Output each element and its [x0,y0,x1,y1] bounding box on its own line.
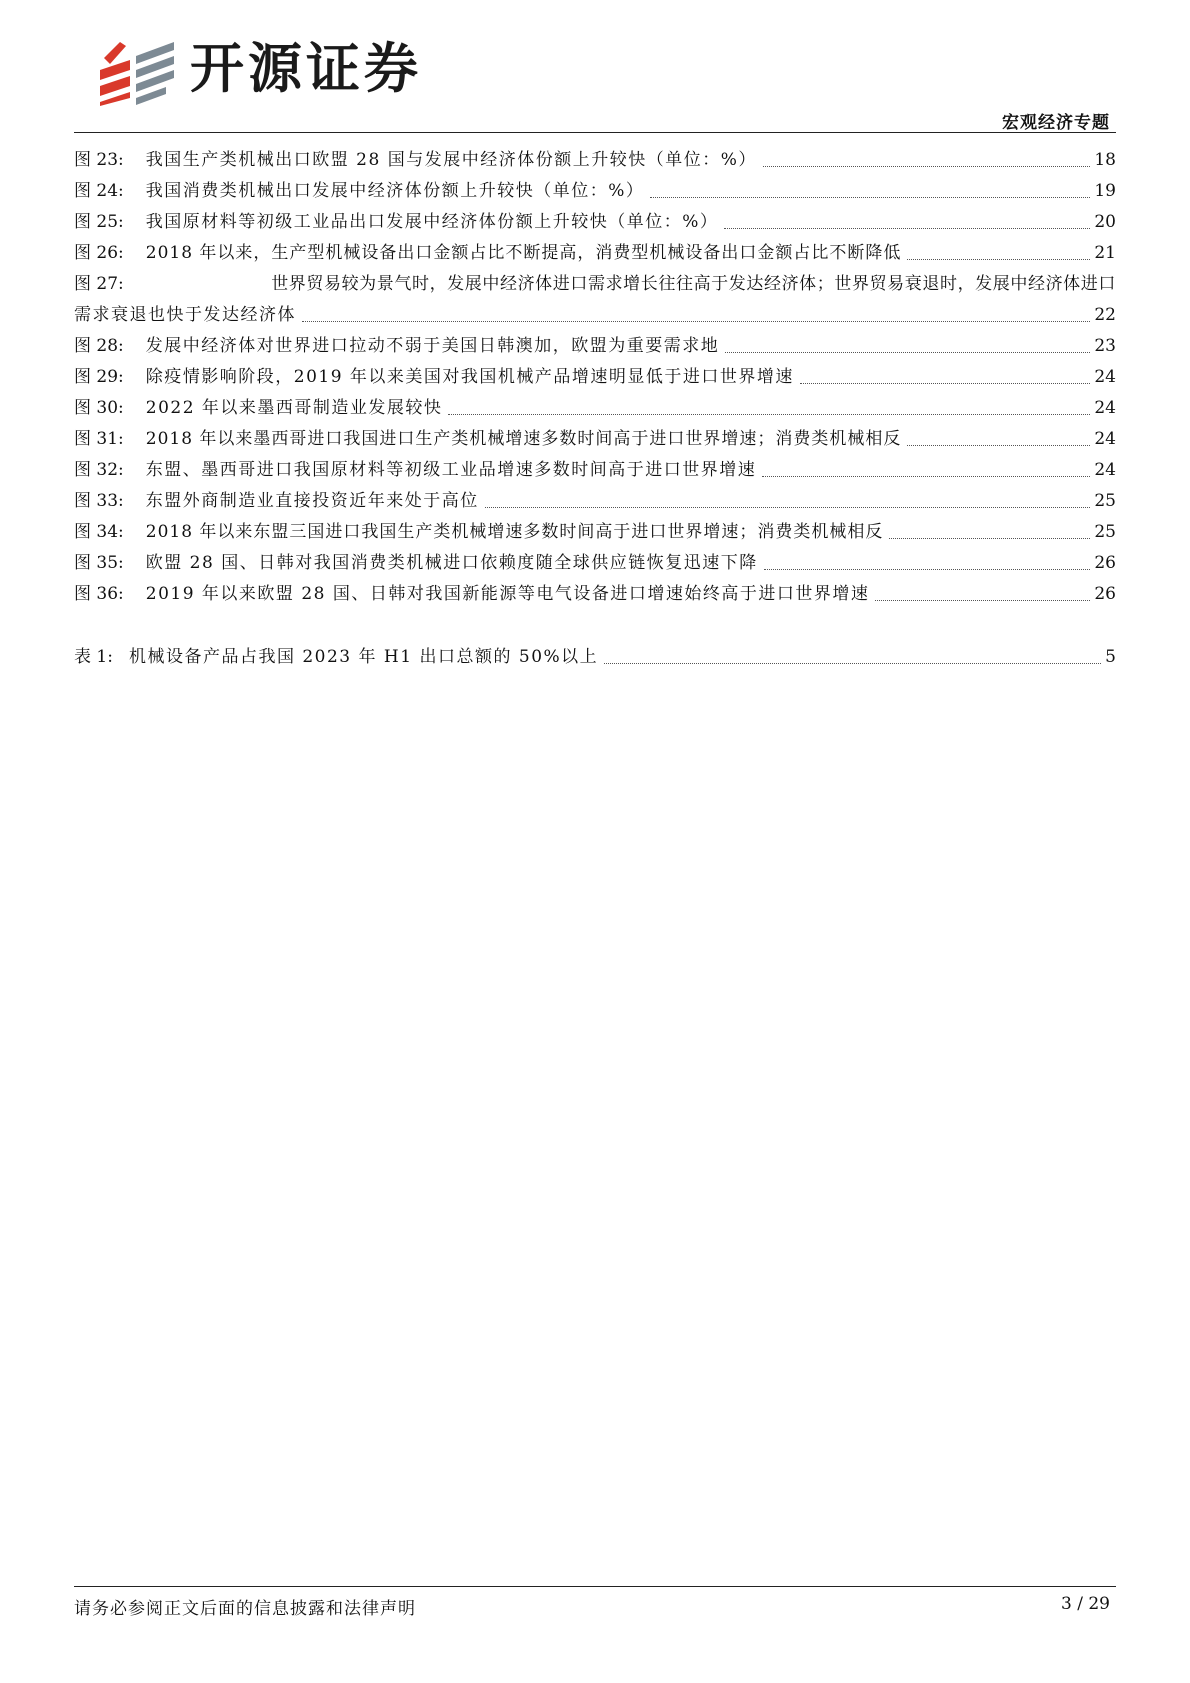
dot-leader [875,600,1090,601]
toc-entry-fig-33[interactable] [74,486,1116,517]
entry-title: 我国生产类机械出口欧盟 28 国与发展中经济体份额上升较快（单位：%） [145,150,757,170]
toc-entry-fig-34[interactable] [74,517,1116,548]
entry-title: 2018 年以来墨西哥进口我国进口生产类机械增速多数时间高于进口世界增速；消费类机械相反 [145,429,902,449]
page-header [0,0,1190,140]
entry-label: 图 26: [74,243,124,263]
toc-entry-table-1[interactable] [74,642,1116,673]
dot-leader [764,569,1091,570]
entry-label: 图 36: [74,584,124,604]
entry-title: 欧盟 28 国、日韩对我国消费类机械进口依赖度随全球供应链恢复迅速下降 [145,553,758,573]
dot-leader [763,166,1091,167]
dot-leader [800,383,1090,384]
entry-page: 26 [1094,584,1116,604]
dot-leader [604,663,1101,664]
entry-page: 19 [1094,181,1116,201]
entry-title: 2022 年以来墨西哥制造业发展较快 [145,398,443,418]
toc-entry-fig-31[interactable] [74,424,1116,455]
toc-entry-fig-24[interactable] [74,176,1116,207]
entry-page: 18 [1094,150,1116,170]
table-list [74,642,1116,673]
entry-label: 图 25: [74,212,124,232]
entry-page: 23 [1094,336,1116,356]
entry-page: 24 [1094,367,1116,387]
toc-entry-fig-26[interactable] [74,238,1116,269]
dot-leader [448,414,1090,415]
entry-page: 24 [1094,398,1116,418]
entry-title: 2018 年以来东盟三国进口我国生产类机械增速多数时间高于进口世界增速；消费类机械相反 [145,522,884,542]
toc-entry-fig-29[interactable] [74,362,1116,393]
entry-title: 东盟、墨西哥进口我国原材料等初级工业品增速多数时间高于进口世界增速 [145,460,757,480]
dot-leader [724,228,1090,229]
entry-title: 我国消费类机械出口发展中经济体份额上升较快（单位：%） [145,181,645,201]
header-divider [74,132,1116,133]
dot-leader [650,197,1090,198]
entry-label: 图 24: [74,181,124,201]
dot-leader [762,476,1090,477]
entry-title: 世界贸易较为景气时，发展中经济体进口需求增长往往高于发达经济体；世界贸易衰退时，发展中经济体进口 [271,274,1116,294]
entry-title: 除疫情影响阶段，2019 年以来美国对我国机械产品增速明显低于进口世界增速 [145,367,794,387]
figure-list [74,145,1116,610]
toc-entry-fig-27[interactable] [74,269,1116,331]
dot-leader [725,352,1090,353]
toc-entry-fig-25[interactable] [74,207,1116,238]
entry-title: 我国原材料等初级工业品出口发展中经济体份额上升较快（单位：%） [145,212,719,232]
entry-label: 表 1: [74,647,113,667]
entry-page: 24 [1094,429,1116,449]
entry-page: 20 [1094,212,1116,232]
dot-leader [907,259,1090,260]
table-of-contents [74,145,1116,673]
entry-label: 图 30: [74,398,124,418]
entry-page: 24 [1094,460,1116,480]
dot-leader [485,507,1091,508]
entry-label: 图 28: [74,336,124,356]
toc-entry-fig-32[interactable] [74,455,1116,486]
toc-entry-fig-35[interactable] [74,548,1116,579]
entry-label: 图 33: [74,491,124,511]
entry-label: 图 32: [74,460,124,480]
toc-entry-fig-36[interactable] [74,579,1116,610]
footer-divider [74,1586,1116,1587]
kaiyuan-logo-icon [96,36,180,108]
logo-text: 开源证券 [190,37,422,100]
entry-label: 图 29: [74,367,124,387]
entry-title-continued: 需求衰退也快于发达经济体 [74,305,296,325]
entry-page: 26 [1094,553,1116,573]
entry-label: 图 34: [74,522,124,542]
entry-title: 机械设备产品占我国 2023 年 H1 出口总额的 50%以上 [128,647,599,667]
entry-label: 图 23: [74,150,124,170]
entry-title: 2018 年以来，生产型机械设备出口金额占比不断提高，消费型机械设备出口金额占比不断降低 [145,243,902,263]
footer-disclaimer: 请务必参阅正文后面的信息披露和法律声明 [74,1599,416,1619]
toc-entry-fig-30[interactable] [74,393,1116,424]
entry-title: 发展中经济体对世界进口拉动不弱于美国日韩澳加，欧盟为重要需求地 [145,336,720,356]
entry-title: 东盟外商制造业直接投资近年来处于高位 [145,491,479,511]
entry-label: 图 35: [74,553,124,573]
entry-page: 21 [1094,243,1116,263]
entry-page: 5 [1105,647,1116,667]
entry-page: 22 [1094,305,1116,325]
toc-entry-fig-28[interactable] [74,331,1116,362]
entry-page: 25 [1094,491,1116,511]
entry-label: 图 27: [74,274,124,294]
dot-leader [907,445,1090,446]
entry-label: 图 31: [74,429,124,449]
entry-page: 25 [1094,522,1116,542]
dot-leader [889,538,1090,539]
entry-title: 2019 年以来欧盟 28 国、日韩对我国新能源等电气设备进口增速始终高于进口世界增速 [145,584,870,604]
toc-entry-fig-23[interactable] [74,145,1116,176]
report-type: 宏观经济专题 [1002,113,1110,133]
footer-page-number: 3 / 29 [1061,1594,1110,1614]
dot-leader [302,321,1090,322]
